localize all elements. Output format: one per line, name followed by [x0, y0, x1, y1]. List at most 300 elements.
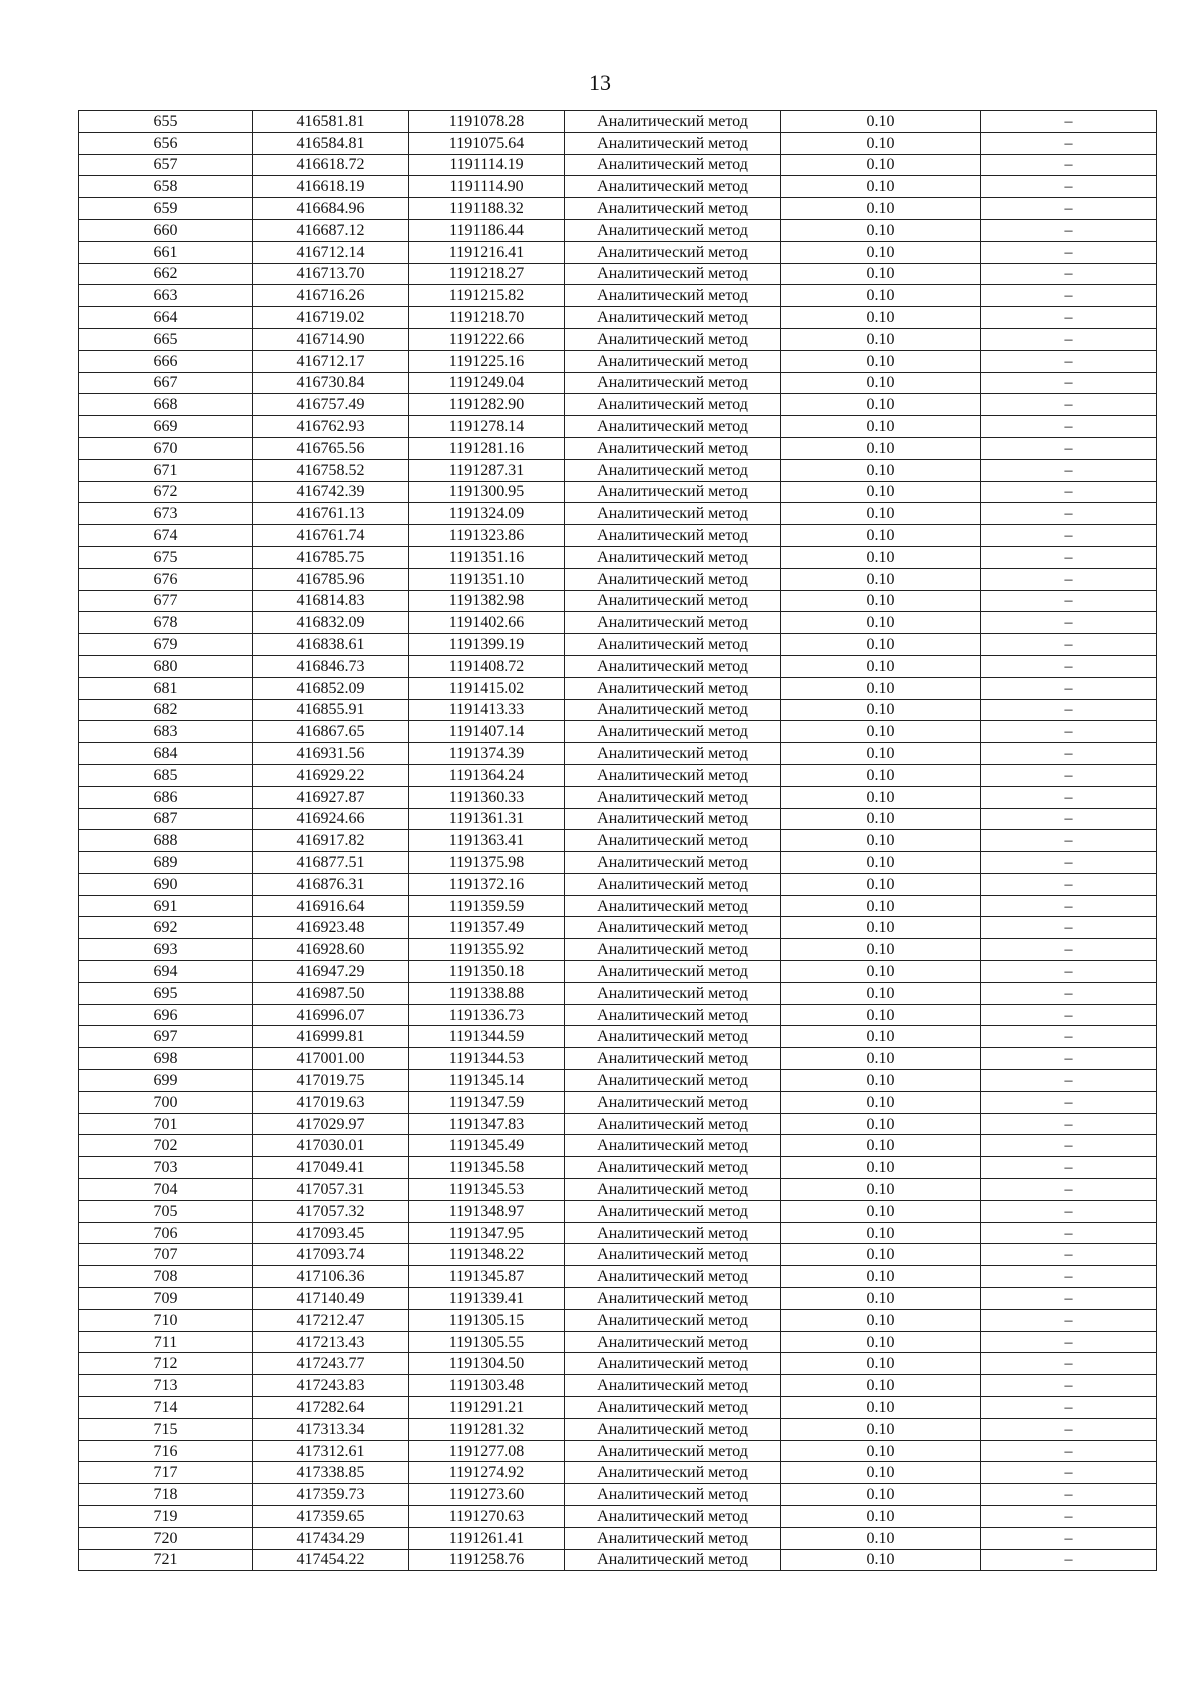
description-cell: –: [981, 895, 1157, 917]
x-coordinate-cell: 416999.81: [253, 1026, 409, 1048]
accuracy-cell: 0.10: [781, 285, 981, 307]
point-number-cell: 673: [79, 503, 253, 525]
description-cell: –: [981, 1397, 1157, 1419]
accuracy-cell: 0.10: [781, 459, 981, 481]
x-coordinate-cell: 417106.36: [253, 1266, 409, 1288]
accuracy-cell: 0.10: [781, 263, 981, 285]
accuracy-cell: 0.10: [781, 961, 981, 983]
x-coordinate-cell: 417093.74: [253, 1244, 409, 1266]
accuracy-cell: 0.10: [781, 982, 981, 1004]
point-number-cell: 694: [79, 961, 253, 983]
accuracy-cell: 0.10: [781, 634, 981, 656]
description-cell: –: [981, 830, 1157, 852]
point-number-cell: 721: [79, 1549, 253, 1571]
accuracy-cell: 0.10: [781, 525, 981, 547]
point-number-cell: 681: [79, 677, 253, 699]
accuracy-cell: 0.10: [781, 1462, 981, 1484]
point-number-cell: 714: [79, 1397, 253, 1419]
method-cell: Аналитический метод: [565, 917, 781, 939]
accuracy-cell: 0.10: [781, 546, 981, 568]
table-row: [79, 1004, 1157, 1026]
point-number-cell: 691: [79, 895, 253, 917]
description-cell: –: [981, 1157, 1157, 1179]
description-cell: –: [981, 1331, 1157, 1353]
point-number-cell: 711: [79, 1331, 253, 1353]
table-row: [79, 1331, 1157, 1353]
point-number-cell: 692: [79, 917, 253, 939]
table-row: [79, 939, 1157, 961]
accuracy-cell: 0.10: [781, 503, 981, 525]
method-cell: Аналитический метод: [565, 634, 781, 656]
table-row: [79, 699, 1157, 721]
accuracy-cell: 0.10: [781, 1091, 981, 1113]
y-coordinate-cell: 1191114.19: [409, 154, 565, 176]
y-coordinate-cell: 1191408.72: [409, 655, 565, 677]
point-number-cell: 666: [79, 350, 253, 372]
x-coordinate-cell: 416996.07: [253, 1004, 409, 1026]
description-cell: –: [981, 743, 1157, 765]
x-coordinate-cell: 416584.81: [253, 132, 409, 154]
method-cell: Аналитический метод: [565, 263, 781, 285]
accuracy-cell: 0.10: [781, 852, 981, 874]
y-coordinate-cell: 1191372.16: [409, 873, 565, 895]
x-coordinate-cell: 416785.96: [253, 568, 409, 590]
x-coordinate-cell: 416716.26: [253, 285, 409, 307]
y-coordinate-cell: 1191361.31: [409, 808, 565, 830]
accuracy-cell: 0.10: [781, 721, 981, 743]
y-coordinate-cell: 1191277.08: [409, 1440, 565, 1462]
y-coordinate-cell: 1191215.82: [409, 285, 565, 307]
method-cell: Аналитический метод: [565, 1222, 781, 1244]
y-coordinate-cell: 1191291.21: [409, 1397, 565, 1419]
x-coordinate-cell: 416927.87: [253, 786, 409, 808]
accuracy-cell: 0.10: [781, 176, 981, 198]
description-cell: –: [981, 372, 1157, 394]
point-number-cell: 657: [79, 154, 253, 176]
description-cell: –: [981, 699, 1157, 721]
method-cell: Аналитический метод: [565, 1462, 781, 1484]
method-cell: Аналитический метод: [565, 1179, 781, 1201]
x-coordinate-cell: 416855.91: [253, 699, 409, 721]
table-row: [79, 350, 1157, 372]
method-cell: Аналитический метод: [565, 372, 781, 394]
accuracy-cell: 0.10: [781, 1222, 981, 1244]
table-row: [79, 1179, 1157, 1201]
point-number-cell: 683: [79, 721, 253, 743]
table-row: [79, 111, 1157, 133]
table-row: [79, 1440, 1157, 1462]
table-row: [79, 743, 1157, 765]
x-coordinate-cell: 417049.41: [253, 1157, 409, 1179]
table-row: [79, 1309, 1157, 1331]
point-number-cell: 718: [79, 1484, 253, 1506]
description-cell: –: [981, 307, 1157, 329]
description-cell: –: [981, 1440, 1157, 1462]
y-coordinate-cell: 1191345.14: [409, 1070, 565, 1092]
description-cell: –: [981, 1309, 1157, 1331]
method-cell: Аналитический метод: [565, 1135, 781, 1157]
description-cell: –: [981, 1288, 1157, 1310]
point-number-cell: 698: [79, 1048, 253, 1070]
description-cell: –: [981, 1070, 1157, 1092]
accuracy-cell: 0.10: [781, 677, 981, 699]
x-coordinate-cell: 416765.56: [253, 437, 409, 459]
table-row: [79, 1048, 1157, 1070]
accuracy-cell: 0.10: [781, 1179, 981, 1201]
y-coordinate-cell: 1191304.50: [409, 1353, 565, 1375]
table-row: [79, 764, 1157, 786]
point-number-cell: 671: [79, 459, 253, 481]
y-coordinate-cell: 1191336.73: [409, 1004, 565, 1026]
point-number-cell: 662: [79, 263, 253, 285]
accuracy-cell: 0.10: [781, 1070, 981, 1092]
x-coordinate-cell: 416923.48: [253, 917, 409, 939]
point-number-cell: 675: [79, 546, 253, 568]
description-cell: –: [981, 568, 1157, 590]
table-row: [79, 1288, 1157, 1310]
accuracy-cell: 0.10: [781, 1004, 981, 1026]
x-coordinate-cell: 417434.29: [253, 1527, 409, 1549]
table-row: [79, 285, 1157, 307]
y-coordinate-cell: 1191278.14: [409, 416, 565, 438]
x-coordinate-cell: 416867.65: [253, 721, 409, 743]
description-cell: –: [981, 1222, 1157, 1244]
accuracy-cell: 0.10: [781, 1375, 981, 1397]
description-cell: –: [981, 525, 1157, 547]
table-row: [79, 655, 1157, 677]
method-cell: Аналитический метод: [565, 982, 781, 1004]
y-coordinate-cell: 1191357.49: [409, 917, 565, 939]
method-cell: Аналитический метод: [565, 416, 781, 438]
y-coordinate-cell: 1191261.41: [409, 1527, 565, 1549]
x-coordinate-cell: 417243.77: [253, 1353, 409, 1375]
y-coordinate-cell: 1191188.32: [409, 198, 565, 220]
point-number-cell: 716: [79, 1440, 253, 1462]
point-number-cell: 695: [79, 982, 253, 1004]
description-cell: –: [981, 176, 1157, 198]
point-number-cell: 699: [79, 1070, 253, 1092]
x-coordinate-cell: 416838.61: [253, 634, 409, 656]
point-number-cell: 713: [79, 1375, 253, 1397]
x-coordinate-cell: 417454.22: [253, 1549, 409, 1571]
point-number-cell: 708: [79, 1266, 253, 1288]
y-coordinate-cell: 1191375.98: [409, 852, 565, 874]
x-coordinate-cell: 416931.56: [253, 743, 409, 765]
description-cell: –: [981, 873, 1157, 895]
method-cell: Аналитический метод: [565, 873, 781, 895]
y-coordinate-cell: 1191407.14: [409, 721, 565, 743]
y-coordinate-cell: 1191078.28: [409, 111, 565, 133]
accuracy-cell: 0.10: [781, 1026, 981, 1048]
accuracy-cell: 0.10: [781, 328, 981, 350]
x-coordinate-cell: 416730.84: [253, 372, 409, 394]
table-row: [79, 830, 1157, 852]
accuracy-cell: 0.10: [781, 699, 981, 721]
table-row: [79, 132, 1157, 154]
x-coordinate-cell: 416761.74: [253, 525, 409, 547]
method-cell: Аналитический метод: [565, 1113, 781, 1135]
x-coordinate-cell: 417019.63: [253, 1091, 409, 1113]
point-number-cell: 693: [79, 939, 253, 961]
accuracy-cell: 0.10: [781, 198, 981, 220]
x-coordinate-cell: 417213.43: [253, 1331, 409, 1353]
table-row: [79, 677, 1157, 699]
method-cell: Аналитический метод: [565, 1004, 781, 1026]
y-coordinate-cell: 1191282.90: [409, 394, 565, 416]
point-number-cell: 701: [79, 1113, 253, 1135]
accuracy-cell: 0.10: [781, 1549, 981, 1571]
description-cell: –: [981, 1484, 1157, 1506]
x-coordinate-cell: 416618.72: [253, 154, 409, 176]
table-row: [79, 1200, 1157, 1222]
table-row: [79, 372, 1157, 394]
description-cell: –: [981, 132, 1157, 154]
table-row: [79, 786, 1157, 808]
point-number-cell: 697: [79, 1026, 253, 1048]
x-coordinate-cell: 416712.17: [253, 350, 409, 372]
accuracy-cell: 0.10: [781, 1506, 981, 1528]
point-number-cell: 715: [79, 1418, 253, 1440]
table-row: [79, 634, 1157, 656]
accuracy-cell: 0.10: [781, 481, 981, 503]
x-coordinate-cell: 417057.32: [253, 1200, 409, 1222]
accuracy-cell: 0.10: [781, 612, 981, 634]
accuracy-cell: 0.10: [781, 1309, 981, 1331]
point-number-cell: 668: [79, 394, 253, 416]
x-coordinate-cell: 417282.64: [253, 1397, 409, 1419]
accuracy-cell: 0.10: [781, 939, 981, 961]
point-number-cell: 659: [79, 198, 253, 220]
description-cell: –: [981, 764, 1157, 786]
accuracy-cell: 0.10: [781, 1244, 981, 1266]
y-coordinate-cell: 1191303.48: [409, 1375, 565, 1397]
description-cell: –: [981, 1113, 1157, 1135]
accuracy-cell: 0.10: [781, 1527, 981, 1549]
description-cell: –: [981, 917, 1157, 939]
y-coordinate-cell: 1191413.33: [409, 699, 565, 721]
accuracy-cell: 0.10: [781, 1288, 981, 1310]
description-cell: –: [981, 1549, 1157, 1571]
accuracy-cell: 0.10: [781, 895, 981, 917]
point-number-cell: 696: [79, 1004, 253, 1026]
description-cell: –: [981, 503, 1157, 525]
description-cell: –: [981, 285, 1157, 307]
description-cell: –: [981, 1375, 1157, 1397]
y-coordinate-cell: 1191281.16: [409, 437, 565, 459]
x-coordinate-cell: 417359.73: [253, 1484, 409, 1506]
method-cell: Аналитический метод: [565, 1244, 781, 1266]
description-cell: –: [981, 241, 1157, 263]
description-cell: –: [981, 219, 1157, 241]
method-cell: Аналитический метод: [565, 481, 781, 503]
accuracy-cell: 0.10: [781, 437, 981, 459]
description-cell: –: [981, 961, 1157, 983]
accuracy-cell: 0.10: [781, 241, 981, 263]
accuracy-cell: 0.10: [781, 1440, 981, 1462]
y-coordinate-cell: 1191347.83: [409, 1113, 565, 1135]
y-coordinate-cell: 1191345.49: [409, 1135, 565, 1157]
y-coordinate-cell: 1191351.10: [409, 568, 565, 590]
point-number-cell: 700: [79, 1091, 253, 1113]
y-coordinate-cell: 1191363.41: [409, 830, 565, 852]
table-row: [79, 1527, 1157, 1549]
method-cell: Аналитический метод: [565, 939, 781, 961]
accuracy-cell: 0.10: [781, 830, 981, 852]
point-number-cell: 720: [79, 1527, 253, 1549]
accuracy-cell: 0.10: [781, 1418, 981, 1440]
table-row: [79, 1549, 1157, 1571]
accuracy-cell: 0.10: [781, 1353, 981, 1375]
x-coordinate-cell: 417093.45: [253, 1222, 409, 1244]
y-coordinate-cell: 1191351.16: [409, 546, 565, 568]
table-row: [79, 808, 1157, 830]
x-coordinate-cell: 416947.29: [253, 961, 409, 983]
description-cell: –: [981, 328, 1157, 350]
method-cell: Аналитический метод: [565, 1091, 781, 1113]
x-coordinate-cell: 417030.01: [253, 1135, 409, 1157]
accuracy-cell: 0.10: [781, 219, 981, 241]
point-number-cell: 663: [79, 285, 253, 307]
table-row: [79, 416, 1157, 438]
method-cell: Аналитический метод: [565, 1048, 781, 1070]
x-coordinate-cell: 416581.81: [253, 111, 409, 133]
method-cell: Аналитический метод: [565, 786, 781, 808]
x-coordinate-cell: 416618.19: [253, 176, 409, 198]
table-row: [79, 1026, 1157, 1048]
point-number-cell: 669: [79, 416, 253, 438]
method-cell: Аналитический метод: [565, 1375, 781, 1397]
x-coordinate-cell: 417029.97: [253, 1113, 409, 1135]
method-cell: Аналитический метод: [565, 1418, 781, 1440]
x-coordinate-cell: 416916.64: [253, 895, 409, 917]
description-cell: –: [981, 459, 1157, 481]
x-coordinate-cell: 416762.93: [253, 416, 409, 438]
x-coordinate-cell: 416928.60: [253, 939, 409, 961]
y-coordinate-cell: 1191345.87: [409, 1266, 565, 1288]
point-number-cell: 689: [79, 852, 253, 874]
description-cell: –: [981, 416, 1157, 438]
point-number-cell: 676: [79, 568, 253, 590]
x-coordinate-cell: 416687.12: [253, 219, 409, 241]
point-number-cell: 688: [79, 830, 253, 852]
table-row: [79, 1353, 1157, 1375]
y-coordinate-cell: 1191258.76: [409, 1549, 565, 1571]
accuracy-cell: 0.10: [781, 1135, 981, 1157]
accuracy-cell: 0.10: [781, 416, 981, 438]
method-cell: Аналитический метод: [565, 328, 781, 350]
method-cell: Аналитический метод: [565, 895, 781, 917]
y-coordinate-cell: 1191382.98: [409, 590, 565, 612]
x-coordinate-cell: 417312.61: [253, 1440, 409, 1462]
description-cell: –: [981, 1004, 1157, 1026]
method-cell: Аналитический метод: [565, 1309, 781, 1331]
accuracy-cell: 0.10: [781, 1048, 981, 1070]
method-cell: Аналитический метод: [565, 1527, 781, 1549]
y-coordinate-cell: 1191355.92: [409, 939, 565, 961]
description-cell: –: [981, 1091, 1157, 1113]
x-coordinate-cell: 416814.83: [253, 590, 409, 612]
table-row: [79, 481, 1157, 503]
point-number-cell: 679: [79, 634, 253, 656]
point-number-cell: 706: [79, 1222, 253, 1244]
y-coordinate-cell: 1191347.59: [409, 1091, 565, 1113]
y-coordinate-cell: 1191415.02: [409, 677, 565, 699]
description-cell: –: [981, 852, 1157, 874]
table-row: [79, 1222, 1157, 1244]
accuracy-cell: 0.10: [781, 1200, 981, 1222]
description-cell: –: [981, 1048, 1157, 1070]
point-number-cell: 670: [79, 437, 253, 459]
table-row: [79, 852, 1157, 874]
y-coordinate-cell: 1191186.44: [409, 219, 565, 241]
accuracy-cell: 0.10: [781, 655, 981, 677]
method-cell: Аналитический метод: [565, 1288, 781, 1310]
table-row: [79, 1484, 1157, 1506]
y-coordinate-cell: 1191225.16: [409, 350, 565, 372]
description-cell: –: [981, 1353, 1157, 1375]
description-cell: –: [981, 198, 1157, 220]
y-coordinate-cell: 1191216.41: [409, 241, 565, 263]
description-cell: –: [981, 1266, 1157, 1288]
point-number-cell: 665: [79, 328, 253, 350]
table-row: [79, 503, 1157, 525]
point-number-cell: 709: [79, 1288, 253, 1310]
table-row: [79, 198, 1157, 220]
table-row: [79, 241, 1157, 263]
y-coordinate-cell: 1191222.66: [409, 328, 565, 350]
description-cell: –: [981, 1418, 1157, 1440]
point-number-cell: 704: [79, 1179, 253, 1201]
method-cell: Аналитический метод: [565, 350, 781, 372]
accuracy-cell: 0.10: [781, 154, 981, 176]
x-coordinate-cell: 416712.14: [253, 241, 409, 263]
y-coordinate-cell: 1191218.27: [409, 263, 565, 285]
y-coordinate-cell: 1191305.55: [409, 1331, 565, 1353]
point-number-cell: 661: [79, 241, 253, 263]
y-coordinate-cell: 1191359.59: [409, 895, 565, 917]
x-coordinate-cell: 416876.31: [253, 873, 409, 895]
method-cell: Аналитический метод: [565, 568, 781, 590]
y-coordinate-cell: 1191323.86: [409, 525, 565, 547]
point-number-cell: 667: [79, 372, 253, 394]
x-coordinate-cell: 417001.00: [253, 1048, 409, 1070]
point-number-cell: 682: [79, 699, 253, 721]
description-cell: –: [981, 612, 1157, 634]
point-number-cell: 655: [79, 111, 253, 133]
table-row: [79, 1135, 1157, 1157]
coordinates-table: [78, 110, 1157, 1571]
method-cell: Аналитический метод: [565, 1200, 781, 1222]
description-cell: –: [981, 634, 1157, 656]
y-coordinate-cell: 1191344.53: [409, 1048, 565, 1070]
description-cell: –: [981, 982, 1157, 1004]
table-row: [79, 154, 1157, 176]
accuracy-cell: 0.10: [781, 1157, 981, 1179]
x-coordinate-cell: 416684.96: [253, 198, 409, 220]
accuracy-cell: 0.10: [781, 111, 981, 133]
method-cell: Аналитический метод: [565, 154, 781, 176]
table-row: [79, 1397, 1157, 1419]
table-row: [79, 1375, 1157, 1397]
y-coordinate-cell: 1191114.90: [409, 176, 565, 198]
x-coordinate-cell: 416924.66: [253, 808, 409, 830]
method-cell: Аналитический метод: [565, 830, 781, 852]
y-coordinate-cell: 1191287.31: [409, 459, 565, 481]
method-cell: Аналитический метод: [565, 743, 781, 765]
x-coordinate-cell: 416761.13: [253, 503, 409, 525]
method-cell: Аналитический метод: [565, 1266, 781, 1288]
x-coordinate-cell: 417212.47: [253, 1309, 409, 1331]
